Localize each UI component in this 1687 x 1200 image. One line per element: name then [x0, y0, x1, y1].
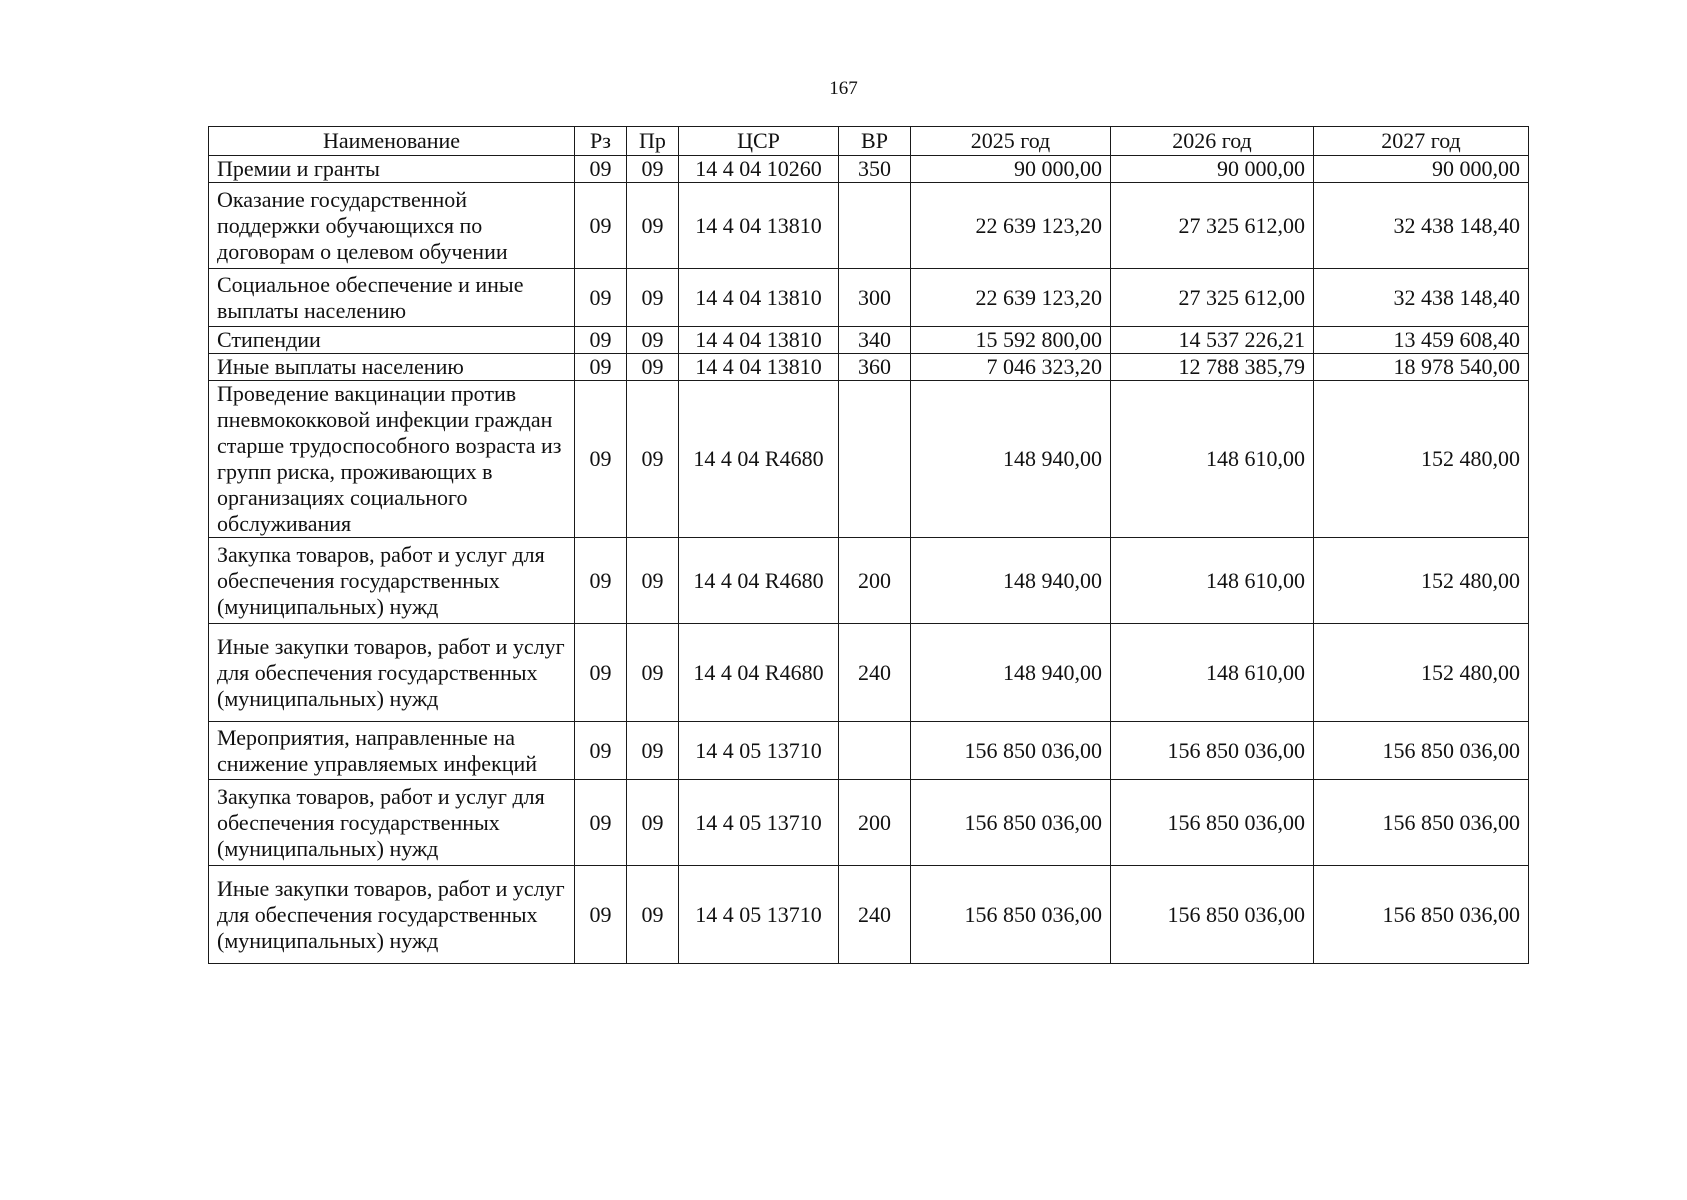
cell-2025: 156 850 036,00: [911, 780, 1111, 866]
cell-rz: 09: [575, 327, 627, 354]
cell-csr: 14 4 04 R4680: [679, 538, 839, 624]
cell-name: Стипендии: [209, 327, 575, 354]
cell-2027: 32 438 148,40: [1314, 269, 1529, 327]
cell-2026: 90 000,00: [1111, 156, 1314, 183]
cell-csr: 14 4 04 13810: [679, 269, 839, 327]
header-pr: Пр: [627, 127, 679, 156]
cell-2026: 156 850 036,00: [1111, 780, 1314, 866]
cell-2026: 148 610,00: [1111, 538, 1314, 624]
cell-name: Закупка товаров, работ и услуг для обеспечения государственных (муниципальных) нужд: [209, 538, 575, 624]
cell-vr: 300: [839, 269, 911, 327]
cell-pr: 09: [627, 354, 679, 381]
cell-rz: 09: [575, 866, 627, 964]
cell-vr: 240: [839, 866, 911, 964]
table-row: [209, 156, 1529, 183]
table-row: [209, 327, 1529, 354]
cell-vr: 240: [839, 624, 911, 722]
header-csr: ЦСР: [679, 127, 839, 156]
cell-name: Премии и гранты: [209, 156, 575, 183]
cell-name: Иные закупки товаров, работ и услуг для обеспечения государственных (муниципальных) нужд: [209, 624, 575, 722]
table-row: [209, 624, 1529, 722]
table-row: [209, 354, 1529, 381]
cell-2026: 14 537 226,21: [1111, 327, 1314, 354]
cell-2027: 18 978 540,00: [1314, 354, 1529, 381]
cell-vr: [839, 183, 911, 269]
table-row: [209, 780, 1529, 866]
cell-2027: 152 480,00: [1314, 381, 1529, 538]
cell-2025: 156 850 036,00: [911, 866, 1111, 964]
cell-vr: 200: [839, 538, 911, 624]
budget-table: [208, 126, 1529, 964]
cell-2025: 7 046 323,20: [911, 354, 1111, 381]
cell-name: Иные закупки товаров, работ и услуг для обеспечения государственных (муниципальных) нужд: [209, 866, 575, 964]
cell-csr: 14 4 04 13810: [679, 354, 839, 381]
cell-2025: 15 592 800,00: [911, 327, 1111, 354]
cell-csr: 14 4 05 13710: [679, 780, 839, 866]
cell-vr: 200: [839, 780, 911, 866]
cell-rz: 09: [575, 780, 627, 866]
cell-2025: 156 850 036,00: [911, 722, 1111, 780]
table-row: [209, 269, 1529, 327]
cell-2025: 148 940,00: [911, 381, 1111, 538]
cell-name: Социальное обеспечение и иные выплаты населению: [209, 269, 575, 327]
cell-rz: 09: [575, 624, 627, 722]
cell-vr: 340: [839, 327, 911, 354]
header-vr: ВР: [839, 127, 911, 156]
cell-pr: 09: [627, 269, 679, 327]
cell-vr: 350: [839, 156, 911, 183]
table-header-row: [209, 127, 1529, 156]
cell-pr: 09: [627, 722, 679, 780]
cell-csr: 14 4 05 13710: [679, 866, 839, 964]
cell-rz: 09: [575, 381, 627, 538]
cell-2027: 156 850 036,00: [1314, 866, 1529, 964]
cell-2027: 156 850 036,00: [1314, 780, 1529, 866]
cell-rz: 09: [575, 722, 627, 780]
cell-name: Оказание государственной поддержки обучающихся по договорам о целевом обучении: [209, 183, 575, 269]
cell-pr: 09: [627, 381, 679, 538]
cell-2026: 148 610,00: [1111, 624, 1314, 722]
table-row: [209, 866, 1529, 964]
cell-2025: 22 639 123,20: [911, 269, 1111, 327]
table-row: [209, 722, 1529, 780]
table-body: [209, 156, 1529, 964]
cell-2025: 148 940,00: [911, 538, 1111, 624]
cell-name: Закупка товаров, работ и услуг для обеспечения государственных (муниципальных) нужд: [209, 780, 575, 866]
cell-2027: 156 850 036,00: [1314, 722, 1529, 780]
cell-vr: 360: [839, 354, 911, 381]
cell-2025: 22 639 123,20: [911, 183, 1111, 269]
cell-csr: 14 4 04 13810: [679, 183, 839, 269]
cell-2026: 156 850 036,00: [1111, 866, 1314, 964]
page-number: 167: [829, 78, 858, 99]
table-row: [209, 183, 1529, 269]
cell-2026: 27 325 612,00: [1111, 183, 1314, 269]
header-2026: 2026 год: [1111, 127, 1314, 156]
cell-2025: 90 000,00: [911, 156, 1111, 183]
cell-2026: 148 610,00: [1111, 381, 1314, 538]
cell-rz: 09: [575, 538, 627, 624]
cell-name: Иные выплаты населению: [209, 354, 575, 381]
cell-rz: 09: [575, 354, 627, 381]
cell-pr: 09: [627, 538, 679, 624]
cell-csr: 14 4 04 R4680: [679, 381, 839, 538]
cell-csr: 14 4 04 R4680: [679, 624, 839, 722]
cell-2027: 32 438 148,40: [1314, 183, 1529, 269]
cell-2027: 152 480,00: [1314, 538, 1529, 624]
cell-vr: [839, 722, 911, 780]
cell-2026: 27 325 612,00: [1111, 269, 1314, 327]
header-rz: Рз: [575, 127, 627, 156]
header-2027: 2027 год: [1314, 127, 1529, 156]
cell-pr: 09: [627, 624, 679, 722]
cell-pr: 09: [627, 156, 679, 183]
cell-2026: 156 850 036,00: [1111, 722, 1314, 780]
header-2025: 2025 год: [911, 127, 1111, 156]
table-row: [209, 381, 1529, 538]
cell-2027: 90 000,00: [1314, 156, 1529, 183]
header-name: Наименование: [209, 127, 575, 156]
cell-2026: 12 788 385,79: [1111, 354, 1314, 381]
cell-csr: 14 4 04 10260: [679, 156, 839, 183]
cell-pr: 09: [627, 183, 679, 269]
cell-2025: 148 940,00: [911, 624, 1111, 722]
cell-2027: 152 480,00: [1314, 624, 1529, 722]
cell-csr: 14 4 05 13710: [679, 722, 839, 780]
cell-pr: 09: [627, 866, 679, 964]
cell-csr: 14 4 04 13810: [679, 327, 839, 354]
cell-pr: 09: [627, 327, 679, 354]
cell-name: Мероприятия, направленные на снижение управляемых инфекций: [209, 722, 575, 780]
cell-rz: 09: [575, 156, 627, 183]
cell-vr: [839, 381, 911, 538]
cell-name: Проведение вакцинации против пневмококковой инфекции граждан старше трудоспособного возраста из групп риска, проживающих в организациях социального обслуживания: [209, 381, 575, 538]
cell-pr: 09: [627, 780, 679, 866]
cell-rz: 09: [575, 183, 627, 269]
cell-rz: 09: [575, 269, 627, 327]
table-row: [209, 538, 1529, 624]
cell-2027: 13 459 608,40: [1314, 327, 1529, 354]
